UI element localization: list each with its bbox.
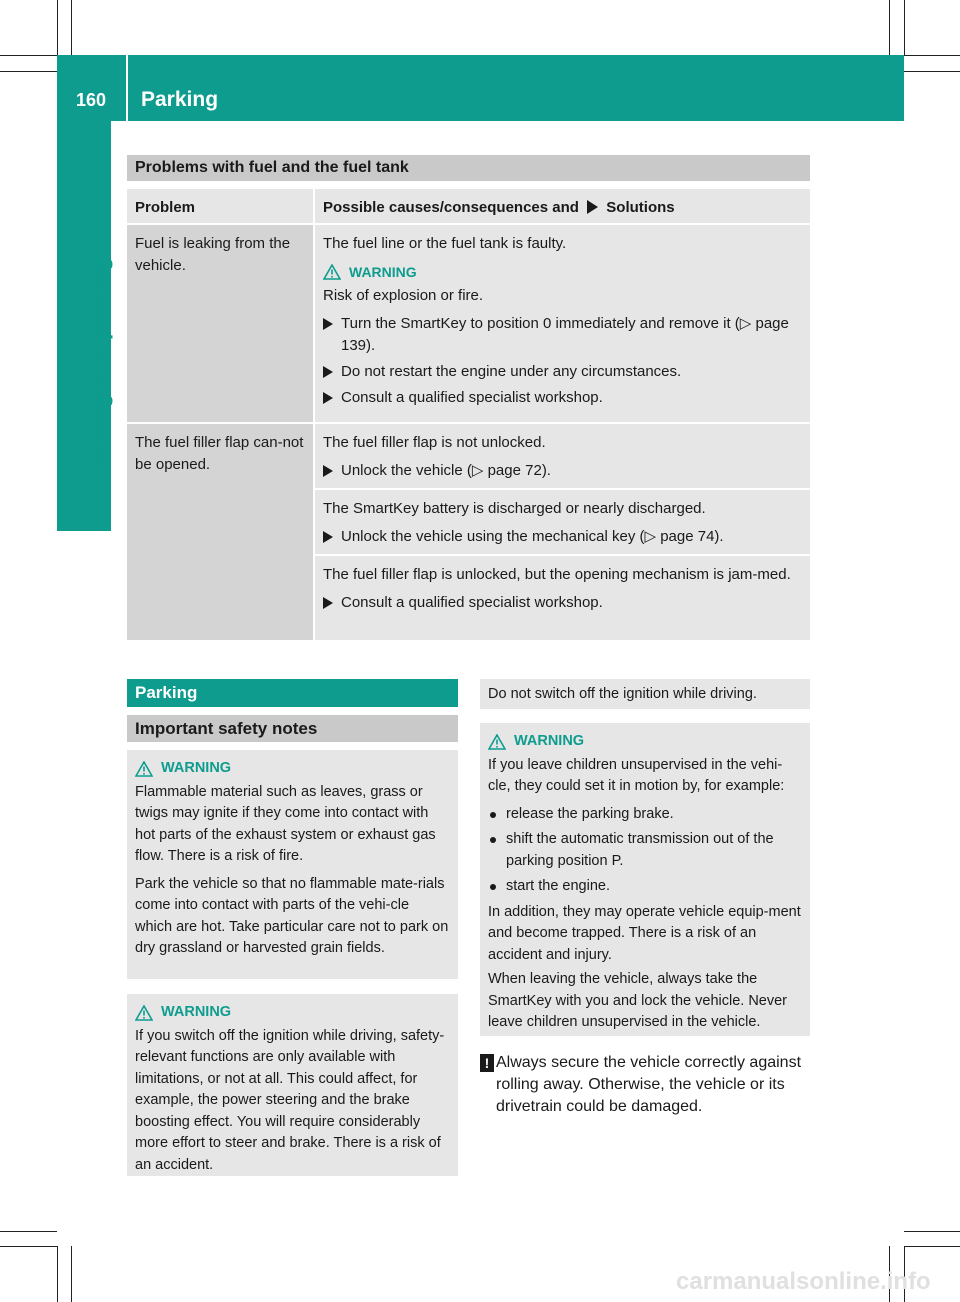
arrow-icon xyxy=(323,318,333,330)
warning-text: When leaving the vehicle, always take the SmartKey with you and lock the vehicle. Never leave children unsupervised in the vehicle. xyxy=(488,971,787,1030)
page-number: 160 xyxy=(75,90,107,110)
table-row xyxy=(315,424,810,488)
warning-title: WARNING xyxy=(488,731,802,753)
table-header-solutions: Possible causes/consequences and Solutions xyxy=(315,189,810,223)
cause-text: The SmartKey battery is discharged or nearly discharged. xyxy=(323,500,706,517)
arrow-icon xyxy=(323,366,333,378)
watermark: carmanualsonline.info xyxy=(676,1268,931,1295)
caution-note: ! Always secure the vehicle correctly against rolling away. Otherwise, the vehicle or its drivetrain could be damaged. xyxy=(480,1052,815,1118)
warning-text: Flammable material such as leaves, grass or twigs may ignite if they come into contact with hot parts of the exhaust system or exhaust gas flow. There is a risk of fire. xyxy=(135,783,436,864)
page-title: Parking xyxy=(141,88,219,111)
crop-mark xyxy=(904,0,905,55)
list-item: release the parking brake. xyxy=(488,804,802,826)
chapter-label: Driving and parking xyxy=(86,257,113,473)
bullet-icon xyxy=(490,837,496,843)
section-title: Problems with fuel and the fuel tank xyxy=(127,155,810,181)
crop-mark xyxy=(904,71,960,72)
bullet-icon xyxy=(490,884,496,890)
table-row xyxy=(127,424,313,640)
header-divider xyxy=(126,55,128,121)
step-item: Unlock the vehicle (▷ page 72). xyxy=(323,460,802,482)
step-item: Consult a qualified specialist workshop. xyxy=(323,387,802,409)
warning-text: Park the vehicle so that no flammable mate-rials come into contact with parts of the vehi-cle which are hot. Take particular care not to park on dry grassland or harvested grain fields. xyxy=(135,875,449,956)
crop-mark xyxy=(0,1246,57,1247)
warning-title: WARNING xyxy=(323,261,802,283)
table-row xyxy=(127,225,313,422)
table-row xyxy=(315,225,810,422)
warning-triangle-icon xyxy=(135,761,153,777)
bullet-icon xyxy=(490,812,496,818)
warning-text: Risk of explosion or fire. xyxy=(323,287,484,304)
warning-text: If you switch off the ignition while driving, safety-relevant functions are only available with limitations, or not at all. This could affect, for example, the power steering and the brake boosting effect. You will require considerably more effort to steer and brake. There is a risk of an accident. xyxy=(135,1027,445,1173)
list-item: shift the automatic transmission out of the parking position P. xyxy=(488,829,802,872)
cause-text: The fuel filler flap is unlocked, but the opening mechanism is jam-med. xyxy=(323,566,791,583)
crop-mark xyxy=(904,55,960,56)
problem-text: Fuel is leaking from the vehicle. xyxy=(135,235,291,274)
warning-box xyxy=(127,994,458,1176)
arrow-icon xyxy=(323,597,333,609)
subsection-title: Important safety notes xyxy=(127,715,458,742)
warning-triangle-icon xyxy=(135,1005,153,1021)
table-row xyxy=(315,556,810,640)
caution-icon: ! xyxy=(480,1054,494,1072)
cause-text: The fuel line or the fuel tank is faulty. xyxy=(323,235,567,252)
crop-mark xyxy=(57,0,58,55)
crop-mark xyxy=(904,1231,960,1232)
crop-mark xyxy=(904,1246,960,1247)
warning-text: In addition, they may operate vehicle equip-ment and become trapped. There is a risk of an accident and injury. xyxy=(488,903,801,963)
problem-text: The fuel filler flap can-not be opened. xyxy=(135,434,304,473)
list-item: start the engine. xyxy=(488,876,802,898)
crop-mark xyxy=(71,0,72,55)
step-item: Do not restart the engine under any circumstances. xyxy=(323,361,802,383)
warning-title: WARNING xyxy=(135,1002,450,1024)
arrow-icon xyxy=(323,465,333,477)
warning-text: If you leave children unsupervised in the vehi-cle, they could set it in motion by, for example: xyxy=(488,756,785,794)
arrow-icon xyxy=(587,200,598,214)
table-row xyxy=(315,490,810,554)
crop-mark xyxy=(0,71,57,72)
crop-mark xyxy=(57,1246,58,1302)
section-title-parking: Parking xyxy=(127,679,458,707)
crop-mark xyxy=(0,1231,57,1232)
crop-mark xyxy=(0,55,57,56)
cause-text: The fuel filler flap is not unlocked. xyxy=(323,434,546,451)
step-item: Turn the SmartKey to position 0 immediately and remove it (▷ page 139). xyxy=(323,313,802,357)
crop-mark xyxy=(889,0,890,55)
step-item: Consult a qualified specialist workshop. xyxy=(323,592,802,614)
arrow-icon xyxy=(323,392,333,404)
arrow-icon xyxy=(323,531,333,543)
warning-box xyxy=(127,750,458,979)
warning-triangle-icon xyxy=(488,734,506,750)
step-item: Unlock the vehicle using the mechanical key (▷ page 74). xyxy=(323,526,802,548)
table-header-problem: Problem xyxy=(127,189,313,223)
warning-triangle-icon xyxy=(323,264,341,280)
warning-title: WARNING xyxy=(135,758,450,780)
note-box: Do not switch off the ignition while driving. xyxy=(480,679,810,709)
warning-box xyxy=(480,723,810,1036)
crop-mark xyxy=(71,1246,72,1302)
